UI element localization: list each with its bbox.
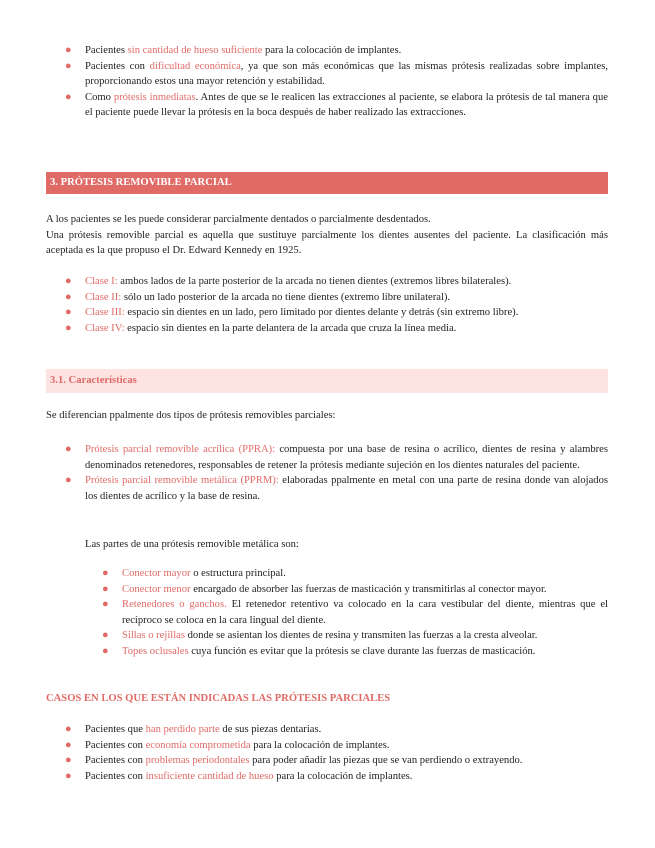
class-label: Clase III:	[85, 307, 125, 318]
prosthesis-types-list	[65, 442, 608, 504]
part-label: Sillas o rejillas	[122, 630, 185, 641]
list-item	[65, 473, 608, 504]
class-label: Clase II:	[85, 291, 122, 303]
bullet-icon: ●	[65, 738, 72, 751]
class-description: espacio sin dientes en la parte delantera de la arcada que cruza la línea media.	[124, 322, 457, 334]
list-item	[65, 43, 608, 59]
list-item	[102, 597, 608, 628]
bullet-icon: ●	[65, 290, 72, 303]
part-description: o estructura principal.	[190, 568, 286, 579]
type-label: Prótesis parcial removible metálica (PPRM):	[85, 475, 279, 486]
item-highlight: han perdido parte	[145, 724, 220, 735]
list-item	[65, 753, 608, 769]
section-3-intro	[46, 212, 608, 259]
class-description: ambos lados de la parte posterior de la arcada no tienen dientes (extremos libres bilaterales).	[117, 276, 512, 287]
part-description: encargado de absorber las fuerzas de masticación y transmitirlas al conector mayor.	[190, 583, 547, 595]
section-3-1-intro: Se diferencian ppalmente dos tipos de prótesis removibles parciales:	[46, 410, 336, 421]
intro-line-1: A los pacientes se les puede considerar parcialmente dentados o parcialmente desdentados.	[46, 214, 431, 225]
bullet-icon: ●	[65, 306, 72, 318]
list-item	[102, 628, 608, 644]
class-description: sólo un lado posterior de la arcada no tiene dientes (extremo libre unilateral).	[121, 291, 451, 303]
item-highlight: prótesis inmediatas	[113, 91, 196, 103]
bullet-icon: ●	[65, 443, 72, 455]
bullet-icon: ●	[102, 582, 109, 595]
list-item	[102, 582, 608, 598]
list-item	[65, 769, 608, 785]
item-text: Pacientes con	[85, 770, 146, 782]
item-text: . Antes de que se le realicen las extracciones al paciente, se elabora la prótesis de tal manera que el paciente puede llevar la prótesis en la boca después de haber realizado las extracciones.	[85, 91, 608, 118]
list-item	[65, 738, 608, 754]
bullet-icon: ●	[65, 90, 72, 103]
item-highlight: insuficiente cantidad de hueso	[145, 770, 274, 782]
item-text: Pacientes con	[85, 60, 150, 72]
class-label: Clase IV:	[85, 322, 125, 334]
part-label: Retenedores o ganchos.	[122, 599, 227, 610]
item-text: para la colocación de implantes.	[262, 45, 402, 56]
bullet-icon: ●	[65, 321, 72, 334]
section-3-header: 3. PRÓTESIS REMOVIBLE PARCIAL	[46, 172, 608, 194]
item-text: , ya que son más económicas que las mismas prótesis realizadas sobre implantes, proporcionando estos una mayor retención y estabilidad.	[85, 60, 609, 87]
item-text: Pacientes con	[85, 739, 146, 751]
type-description: elaboradas ppalmente en metal con una parte de resina donde van alojados los dientes de acrílico y la base de resina.	[85, 475, 608, 502]
bullet-icon: ●	[102, 567, 109, 579]
list-item	[65, 59, 609, 90]
bullet-icon: ●	[65, 275, 72, 287]
item-text: para poder añadir las piezas que se van perdiendo o extrayendo.	[249, 755, 523, 766]
parts-intro: Las partes de una prótesis removible metálica son:	[85, 539, 299, 550]
top-indications-list	[65, 43, 609, 121]
bullet-icon: ●	[65, 59, 72, 72]
list-item	[65, 442, 608, 473]
class-description: espacio sin dientes en un lado, pero limitado por dientes delante y detrás (sin extremo libre).	[124, 307, 519, 318]
list-item	[102, 644, 608, 660]
bullet-icon: ●	[102, 644, 109, 657]
part-description: El retenedor retentivo va colocado en la cara vestibular del diente, mientras que el recíproco se coloca en la cara lingual del diente.	[122, 599, 608, 626]
item-highlight: economía comprometida	[145, 739, 251, 751]
metal-parts-list	[102, 566, 608, 659]
bullet-icon: ●	[65, 769, 72, 782]
kennedy-classes-list	[65, 274, 608, 336]
section-3-1-header: 3.1. Características	[46, 369, 608, 393]
item-highlight: problemas periodontales	[145, 755, 250, 766]
bullet-icon: ●	[102, 598, 109, 610]
part-label: Conector mayor	[122, 568, 191, 579]
cases-heading: CASOS EN LOS QUE ESTÁN INDICADAS LAS PRÓTESIS PARCIALES	[46, 693, 391, 704]
bullet-icon: ●	[65, 754, 72, 766]
list-item	[65, 321, 608, 337]
bullet-icon: ●	[102, 629, 109, 641]
type-description: compuesta por una base de resina o acrílico, dientes de resina y alambres denominados retenedores, responsables de retener la prótesis mediante sujeción en los dientes naturales del paciente.	[85, 444, 608, 471]
part-label: Conector menor	[122, 583, 191, 595]
bullet-icon: ●	[65, 474, 72, 486]
list-item	[65, 90, 608, 121]
item-highlight: dificultad económica	[149, 60, 241, 72]
item-text: Pacientes	[85, 45, 128, 56]
list-item	[65, 305, 608, 321]
item-text: de sus piezas dentarias.	[219, 724, 322, 735]
list-item	[65, 290, 608, 306]
item-text: Como	[85, 91, 114, 103]
item-text: para la colocación de implantes.	[250, 739, 390, 751]
part-label: Topes oclusales	[122, 645, 189, 657]
intro-line-2: Una prótesis removible parcial es aquella que sustituye parcialmente los dientes ausentes del paciente. La clasificación más aceptada es la que propuso el Dr. Edward Kennedy en 1925.	[46, 229, 608, 256]
list-item	[65, 274, 608, 290]
part-description: donde se asientan los dientes de resina y transmiten las fuerzas a la cresta alveolar.	[184, 630, 538, 641]
item-text: para la colocación de implantes.	[273, 770, 413, 782]
bullet-icon: ●	[65, 44, 72, 56]
item-text: Pacientes que	[85, 724, 146, 735]
item-text: Pacientes con	[85, 755, 146, 766]
type-label: Prótesis parcial removible acrílica (PPRA):	[85, 444, 276, 455]
list-item	[65, 722, 608, 738]
item-highlight: sin cantidad de hueso suficiente	[127, 45, 263, 56]
bullet-icon: ●	[65, 723, 72, 735]
class-label: Clase I:	[85, 276, 118, 287]
part-description: cuya función es evitar que la prótesis se clave durante las fuerzas de masticación.	[188, 645, 536, 657]
cases-list	[65, 722, 608, 784]
list-item	[102, 566, 608, 582]
